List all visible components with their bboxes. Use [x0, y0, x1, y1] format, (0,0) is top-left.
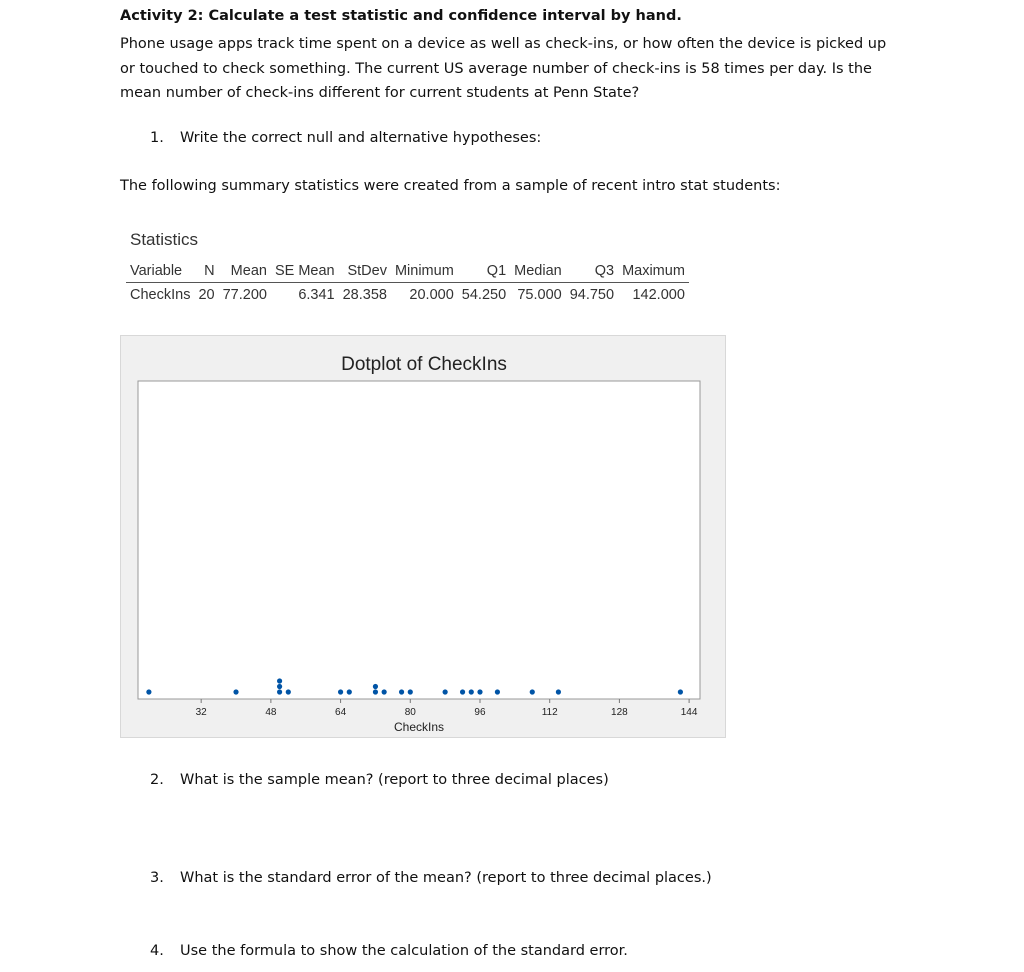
- data-point: [338, 689, 343, 694]
- data-point: [347, 689, 352, 694]
- header-se-mean: SE Mean: [271, 262, 339, 283]
- description-line: Phone usage apps track time spent on a device as well as check-ins, or how often the device is picked up: [120, 36, 887, 52]
- question-number: 1.: [150, 130, 164, 146]
- question-number: 2.: [150, 772, 164, 788]
- cell-n: 20: [198, 287, 215, 303]
- data-point: [530, 689, 535, 694]
- data-point: [556, 689, 561, 694]
- data-point: [460, 689, 465, 694]
- x-tick-label: 112: [541, 707, 558, 718]
- question-2: [150, 772, 609, 788]
- header-mean: Mean: [219, 262, 271, 283]
- activity-heading: Activity 2: Calculate a test statistic and confidence interval by hand.: [120, 8, 682, 24]
- activity-description: [120, 32, 920, 106]
- question-text: What is the standard error of the mean? (report to three decimal places.): [180, 870, 712, 886]
- x-tick-label: 128: [611, 707, 628, 718]
- cell-maximum: 142.000: [632, 287, 685, 303]
- x-tick-label: 48: [265, 707, 277, 718]
- cell-q3: 94.750: [569, 287, 615, 303]
- data-point: [443, 689, 448, 694]
- cell-minimum: 20.000: [409, 287, 454, 303]
- data-point: [495, 689, 500, 694]
- data-point: [477, 689, 482, 694]
- data-point: [373, 684, 378, 689]
- question-1: [150, 130, 541, 146]
- data-point: [678, 689, 683, 694]
- header-minimum: Minimum: [391, 262, 458, 283]
- cell-mean: 77.200: [222, 287, 267, 303]
- x-tick-label: 144: [680, 707, 698, 718]
- cell-se-mean: 6.341: [298, 287, 335, 303]
- dotplot-chart: [121, 336, 727, 739]
- question-text: Write the correct null and alternative hypotheses:: [180, 130, 542, 146]
- statistics-table: [126, 262, 689, 304]
- chart-title: Dotplot of CheckIns: [341, 354, 507, 375]
- data-point: [469, 689, 474, 694]
- description-line: mean number of check-ins different for current students at Penn State?: [120, 85, 640, 101]
- summary-intro: The following summary statistics were created from a sample of recent intro stat students:: [120, 178, 781, 194]
- question-text: What is the sample mean? (report to three decimal places): [180, 772, 609, 788]
- question-number: 4.: [150, 943, 164, 959]
- header-stdev: StDev: [339, 262, 391, 283]
- header-n: N: [194, 262, 218, 283]
- data-point: [408, 689, 413, 694]
- header-q3: Q3: [566, 262, 618, 283]
- x-tick-label: 64: [335, 707, 347, 718]
- question-4: [150, 943, 628, 959]
- header-median: Median: [510, 262, 566, 283]
- statistics-data-row: [126, 283, 689, 305]
- question-text: Use the formula to show the calculation of the standard error.: [180, 943, 628, 959]
- data-point: [277, 678, 282, 683]
- data-point: [277, 684, 282, 689]
- dotplot-frame: [120, 335, 726, 738]
- plot-area: [138, 381, 700, 699]
- data-point: [146, 689, 151, 694]
- statistics-header-row: [126, 262, 689, 283]
- data-point: [277, 689, 282, 694]
- header-maximum: Maximum: [618, 262, 689, 283]
- x-axis-label: CheckIns: [393, 720, 445, 734]
- description-line: or touched to check something. The current US average number of check-ins is 58 times per day. Is the: [120, 60, 872, 77]
- data-point: [233, 689, 238, 694]
- cell-median: 75.000: [517, 287, 562, 303]
- x-tick-label: 32: [195, 707, 207, 718]
- x-tick-label: 80: [404, 707, 416, 718]
- cell-q1: 54.250: [461, 287, 507, 303]
- cell-stdev: 28.358: [342, 287, 387, 303]
- cell-variable: CheckIns: [130, 287, 191, 303]
- data-point: [382, 689, 387, 694]
- statistics-title: Statistics: [130, 230, 199, 249]
- question-3: [150, 870, 712, 886]
- data-point: [286, 689, 291, 694]
- header-q1: Q1: [458, 262, 510, 283]
- question-number: 3.: [150, 870, 164, 886]
- data-point: [399, 689, 404, 694]
- x-tick-label: 96: [474, 707, 486, 718]
- header-variable: Variable: [126, 262, 194, 283]
- data-point: [373, 689, 378, 694]
